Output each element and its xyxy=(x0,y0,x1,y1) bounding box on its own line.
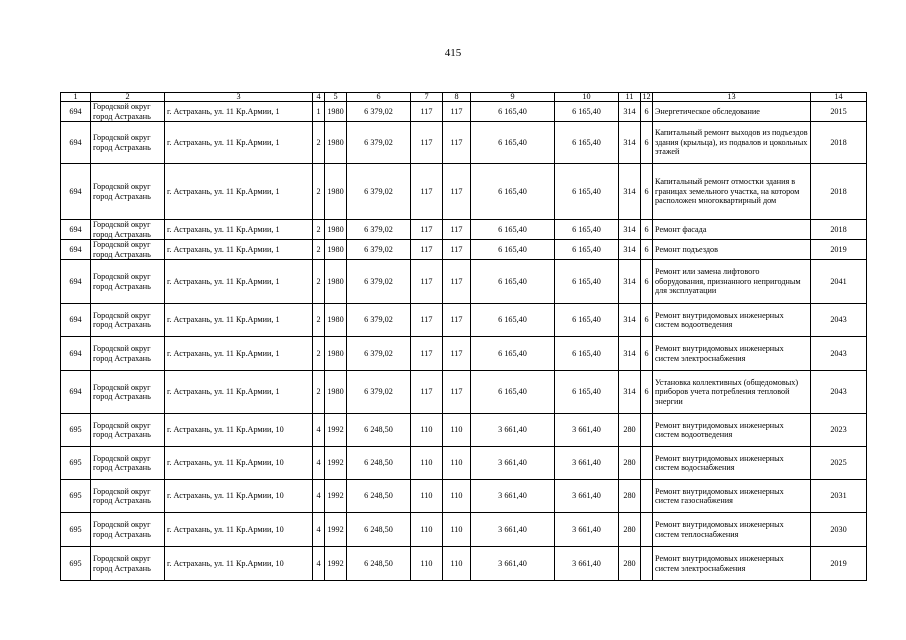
work-type-cell: Энергетическое обследование xyxy=(653,102,811,122)
repair-year-cell: 2015 xyxy=(811,102,867,122)
cell-col-9: 6 165,40 xyxy=(471,240,555,260)
cell-col-10: 6 165,40 xyxy=(555,337,619,371)
cell-col-10: 3 661,40 xyxy=(555,447,619,480)
table-row xyxy=(61,447,867,480)
cell-col-12: 6 xyxy=(641,102,653,122)
column-header: 13 xyxy=(653,93,811,102)
house-number-cell: 694 xyxy=(61,122,91,164)
cell-col-11: 280 xyxy=(619,414,641,447)
area-cell: 6 248,50 xyxy=(347,414,411,447)
year-cell: 1992 xyxy=(325,513,347,547)
cell-col-11: 314 xyxy=(619,260,641,304)
cell-col-8: 110 xyxy=(443,414,471,447)
address-cell: г. Астрахань, ул. 11 Кр.Армии, 1 xyxy=(165,260,313,304)
cell-col-4: 4 xyxy=(313,547,325,581)
address-cell: г. Астрахань, ул. 11 Кр.Армии, 10 xyxy=(165,414,313,447)
capital-repair-table xyxy=(60,92,867,581)
table-row xyxy=(61,220,867,240)
cell-col-9: 3 661,40 xyxy=(471,513,555,547)
repair-year-cell: 2018 xyxy=(811,122,867,164)
repair-year-cell: 2018 xyxy=(811,164,867,220)
municipality-cell: Городской округ город Астрахань xyxy=(91,164,165,220)
year-cell: 1980 xyxy=(325,304,347,337)
municipality-cell: Городской округ город Астрахань xyxy=(91,337,165,371)
cell-col-7: 117 xyxy=(411,122,443,164)
cell-col-8: 117 xyxy=(443,304,471,337)
cell-col-7: 110 xyxy=(411,513,443,547)
area-cell: 6 379,02 xyxy=(347,337,411,371)
area-cell: 6 379,02 xyxy=(347,371,411,414)
table-row xyxy=(61,371,867,414)
repair-year-cell: 2043 xyxy=(811,371,867,414)
year-cell: 1992 xyxy=(325,447,347,480)
cell-col-4: 4 xyxy=(313,447,325,480)
repair-year-cell: 2019 xyxy=(811,240,867,260)
house-number-cell: 695 xyxy=(61,513,91,547)
column-header: 12 xyxy=(642,92,651,101)
work-type-cell: Капитальный ремонт отмостки здания в границах земельного участка, на котором расположен многоквартирный дом xyxy=(653,164,811,220)
cell-col-9: 3 661,40 xyxy=(471,447,555,480)
cell-col-11: 314 xyxy=(619,164,641,220)
cell-col-12 xyxy=(641,513,653,547)
house-number-cell: 694 xyxy=(61,304,91,337)
cell-col-11: 314 xyxy=(619,371,641,414)
municipality-cell: Городской округ город Астрахань xyxy=(91,102,165,122)
address-cell: г. Астрахань, ул. 11 Кр.Армии, 1 xyxy=(165,122,313,164)
cell-col-9: 6 165,40 xyxy=(471,371,555,414)
work-type-cell: Ремонт внутридомовых инженерных систем электроснабжения xyxy=(653,547,811,581)
cell-col-10: 6 165,40 xyxy=(555,122,619,164)
cell-col-12: 6 xyxy=(641,240,653,260)
municipality-cell: Городской округ город Астрахань xyxy=(91,260,165,304)
cell-col-4: 4 xyxy=(313,414,325,447)
cell-col-11: 314 xyxy=(619,220,641,240)
house-number-cell: 694 xyxy=(61,164,91,220)
municipality-cell: Городской округ город Астрахань xyxy=(91,304,165,337)
cell-col-8: 117 xyxy=(443,337,471,371)
cell-col-8: 110 xyxy=(443,547,471,581)
cell-col-4: 2 xyxy=(313,371,325,414)
table-row xyxy=(61,547,867,581)
house-number-cell: 694 xyxy=(61,102,91,122)
work-type-cell: Ремонт внутридомовых инженерных систем теплоснабжения xyxy=(653,513,811,547)
year-cell: 1980 xyxy=(325,122,347,164)
table-row xyxy=(61,164,867,220)
area-cell: 6 379,02 xyxy=(347,240,411,260)
cell-col-12: 6 xyxy=(641,122,653,164)
cell-col-7: 110 xyxy=(411,447,443,480)
cell-col-9: 6 165,40 xyxy=(471,164,555,220)
year-cell: 1980 xyxy=(325,220,347,240)
cell-col-4: 2 xyxy=(313,304,325,337)
cell-col-10: 6 165,40 xyxy=(555,371,619,414)
cell-col-10: 6 165,40 xyxy=(555,102,619,122)
cell-col-8: 117 xyxy=(443,102,471,122)
cell-col-7: 117 xyxy=(411,102,443,122)
cell-col-10: 6 165,40 xyxy=(555,260,619,304)
cell-col-12 xyxy=(641,414,653,447)
page-number: 415 xyxy=(444,47,462,59)
column-header: 3 xyxy=(165,93,313,102)
cell-col-10: 3 661,40 xyxy=(555,513,619,547)
municipality-cell: Городской округ город Астрахань xyxy=(91,122,165,164)
cell-col-8: 110 xyxy=(443,447,471,480)
cell-col-10: 6 165,40 xyxy=(555,304,619,337)
cell-col-12 xyxy=(641,447,653,480)
area-cell: 6 379,02 xyxy=(347,102,411,122)
address-cell: г. Астрахань, ул. 11 Кр.Армии, 1 xyxy=(165,220,313,240)
cell-col-11: 314 xyxy=(619,122,641,164)
cell-col-7: 117 xyxy=(411,337,443,371)
table-row xyxy=(61,240,867,260)
work-type-cell: Ремонт фасада xyxy=(653,220,811,240)
area-cell: 6 379,02 xyxy=(347,164,411,220)
house-number-cell: 694 xyxy=(61,220,91,240)
repair-year-cell: 2018 xyxy=(811,220,867,240)
cell-col-7: 117 xyxy=(411,240,443,260)
area-cell: 6 248,50 xyxy=(347,480,411,513)
work-type-cell: Ремонт или замена лифтового оборудования, признанного непригодным для эксплуатации xyxy=(653,260,811,304)
column-header: 9 xyxy=(471,93,555,102)
cell-col-8: 110 xyxy=(443,480,471,513)
table-row xyxy=(61,122,867,164)
cell-col-9: 6 165,40 xyxy=(471,304,555,337)
work-type-cell: Капитальный ремонт выходов из подъездов здания (крыльца), из подвалов и цокольных этажей xyxy=(653,122,811,164)
cell-col-11: 314 xyxy=(619,337,641,371)
cell-col-12: 6 xyxy=(641,164,653,220)
address-cell: г. Астрахань, ул. 11 Кр.Армии, 10 xyxy=(165,447,313,480)
work-type-cell: Ремонт внутридомовых инженерных систем водоснабжения xyxy=(653,447,811,480)
repair-year-cell: 2030 xyxy=(811,513,867,547)
cell-col-8: 117 xyxy=(443,122,471,164)
address-cell: г. Астрахань, ул. 11 Кр.Армии, 10 xyxy=(165,547,313,581)
cell-col-12 xyxy=(641,547,653,581)
house-number-cell: 694 xyxy=(61,260,91,304)
area-cell: 6 248,50 xyxy=(347,513,411,547)
cell-col-7: 117 xyxy=(411,371,443,414)
table-body xyxy=(61,93,867,581)
house-number-cell: 695 xyxy=(61,447,91,480)
cell-col-10: 6 165,40 xyxy=(555,220,619,240)
work-type-cell: Ремонт подъездов xyxy=(653,240,811,260)
cell-col-12 xyxy=(641,480,653,513)
table-row xyxy=(61,480,867,513)
address-cell: г. Астрахань, ул. 11 Кр.Армии, 1 xyxy=(165,102,313,122)
year-cell: 1992 xyxy=(325,414,347,447)
table-row xyxy=(61,337,867,371)
cell-col-12: 6 xyxy=(641,337,653,371)
cell-col-8: 117 xyxy=(443,164,471,220)
municipality-cell: Городской округ город Астрахань xyxy=(91,371,165,414)
column-header: 11 xyxy=(619,93,641,102)
table-row xyxy=(61,513,867,547)
repair-year-cell: 2019 xyxy=(811,547,867,581)
cell-col-11: 314 xyxy=(619,102,641,122)
area-cell: 6 379,02 xyxy=(347,260,411,304)
area-cell: 6 248,50 xyxy=(347,447,411,480)
repair-year-cell: 2025 xyxy=(811,447,867,480)
table-row xyxy=(61,260,867,304)
cell-col-4: 2 xyxy=(313,220,325,240)
municipality-cell: Городской округ город Астрахань xyxy=(91,480,165,513)
cell-col-9: 3 661,40 xyxy=(471,414,555,447)
house-number-cell: 694 xyxy=(61,371,91,414)
table-row xyxy=(61,414,867,447)
municipality-cell: Городской округ город Астрахань xyxy=(91,547,165,581)
cell-col-8: 117 xyxy=(443,371,471,414)
cell-col-12: 6 xyxy=(641,260,653,304)
cell-col-8: 110 xyxy=(443,513,471,547)
cell-col-7: 110 xyxy=(411,480,443,513)
cell-col-10: 3 661,40 xyxy=(555,414,619,447)
house-number-cell: 695 xyxy=(61,414,91,447)
cell-col-9: 3 661,40 xyxy=(471,547,555,581)
cell-col-4: 4 xyxy=(313,513,325,547)
cell-col-12: 6 xyxy=(641,304,653,337)
cell-col-7: 117 xyxy=(411,164,443,220)
municipality-cell: Городской округ город Астрахань xyxy=(91,447,165,480)
column-header: 5 xyxy=(325,93,347,102)
area-cell: 6 248,50 xyxy=(347,547,411,581)
repair-year-cell: 2041 xyxy=(811,260,867,304)
cell-col-12: 6 xyxy=(641,371,653,414)
cell-col-8: 117 xyxy=(443,220,471,240)
repair-year-cell: 2043 xyxy=(811,337,867,371)
cell-col-4: 2 xyxy=(313,260,325,304)
cell-col-11: 280 xyxy=(619,513,641,547)
cell-col-11: 314 xyxy=(619,240,641,260)
cell-col-9: 6 165,40 xyxy=(471,102,555,122)
area-cell: 6 379,02 xyxy=(347,220,411,240)
repair-year-cell: 2023 xyxy=(811,414,867,447)
year-cell: 1980 xyxy=(325,102,347,122)
cell-col-4: 4 xyxy=(313,480,325,513)
cell-col-9: 6 165,40 xyxy=(471,220,555,240)
cell-col-9: 6 165,40 xyxy=(471,260,555,304)
year-cell: 1980 xyxy=(325,371,347,414)
municipality-cell: Городской округ город Астрахань xyxy=(91,513,165,547)
column-header: 1 xyxy=(61,93,91,102)
municipality-cell: Городской округ город Астрахань xyxy=(91,414,165,447)
address-cell: г. Астрахань, ул. 11 Кр.Армии, 1 xyxy=(165,240,313,260)
work-type-cell: Ремонт внутридомовых инженерных систем газоснабжения xyxy=(653,480,811,513)
cell-col-10: 3 661,40 xyxy=(555,480,619,513)
table-row xyxy=(61,102,867,122)
cell-col-4: 2 xyxy=(313,164,325,220)
column-header: 7 xyxy=(411,93,443,102)
repair-year-cell: 2031 xyxy=(811,480,867,513)
address-cell: г. Астрахань, ул. 11 Кр.Армии, 1 xyxy=(165,337,313,371)
column-number-header-row xyxy=(61,93,867,102)
cell-col-7: 110 xyxy=(411,547,443,581)
cell-col-10: 6 165,40 xyxy=(555,164,619,220)
column-header: 10 xyxy=(555,93,619,102)
year-cell: 1980 xyxy=(325,164,347,220)
work-type-cell: Установка коллективных (общедомовых) приборов учета потребления тепловой энергии xyxy=(653,371,811,414)
work-type-cell: Ремонт внутридомовых инженерных систем водоотведения xyxy=(653,304,811,337)
address-cell: г. Астрахань, ул. 11 Кр.Армии, 10 xyxy=(165,480,313,513)
municipality-cell: Городской округ город Астрахань xyxy=(91,220,165,240)
house-number-cell: 695 xyxy=(61,547,91,581)
cell-col-7: 110 xyxy=(411,414,443,447)
cell-col-9: 6 165,40 xyxy=(471,337,555,371)
cell-col-8: 117 xyxy=(443,240,471,260)
address-cell: г. Астрахань, ул. 11 Кр.Армии, 1 xyxy=(165,371,313,414)
cell-col-11: 280 xyxy=(619,480,641,513)
column-header: 6 xyxy=(347,93,411,102)
cell-col-11: 314 xyxy=(619,304,641,337)
year-cell: 1992 xyxy=(325,547,347,581)
cell-col-11: 280 xyxy=(619,547,641,581)
year-cell: 1980 xyxy=(325,337,347,371)
cell-col-10: 6 165,40 xyxy=(555,240,619,260)
year-cell: 1980 xyxy=(325,260,347,304)
cell-col-4: 1 xyxy=(313,102,325,122)
column-header: 4 xyxy=(313,93,325,102)
house-number-cell: 695 xyxy=(61,480,91,513)
repair-year-cell: 2043 xyxy=(811,304,867,337)
table-row xyxy=(61,304,867,337)
house-number-cell: 694 xyxy=(61,337,91,371)
area-cell: 6 379,02 xyxy=(347,304,411,337)
cell-col-9: 3 661,40 xyxy=(471,480,555,513)
cell-col-7: 117 xyxy=(411,304,443,337)
cell-col-12: 6 xyxy=(641,220,653,240)
house-number-cell: 694 xyxy=(61,240,91,260)
cell-col-10: 3 661,40 xyxy=(555,547,619,581)
area-cell: 6 379,02 xyxy=(347,122,411,164)
column-header: 2 xyxy=(91,93,165,102)
cell-col-8: 117 xyxy=(443,260,471,304)
year-cell: 1980 xyxy=(325,240,347,260)
cell-col-11: 280 xyxy=(619,447,641,480)
cell-col-9: 6 165,40 xyxy=(471,122,555,164)
address-cell: г. Астрахань, ул. 11 Кр.Армии, 1 xyxy=(165,164,313,220)
address-cell: г. Астрахань, ул. 11 Кр.Армии, 1 xyxy=(165,304,313,337)
cell-col-7: 117 xyxy=(411,220,443,240)
year-cell: 1992 xyxy=(325,480,347,513)
column-header: 8 xyxy=(443,93,471,102)
address-cell: г. Астрахань, ул. 11 Кр.Армии, 10 xyxy=(165,513,313,547)
work-type-cell: Ремонт внутридомовых инженерных систем электроснабжения xyxy=(653,337,811,371)
cell-col-4: 2 xyxy=(313,240,325,260)
column-header: 14 xyxy=(811,93,867,102)
cell-col-4: 2 xyxy=(313,337,325,371)
work-type-cell: Ремонт внутридомовых инженерных систем водоотведения xyxy=(653,414,811,447)
cell-col-4: 2 xyxy=(313,122,325,164)
cell-col-7: 117 xyxy=(411,260,443,304)
municipality-cell: Городской округ город Астрахань xyxy=(91,240,165,260)
